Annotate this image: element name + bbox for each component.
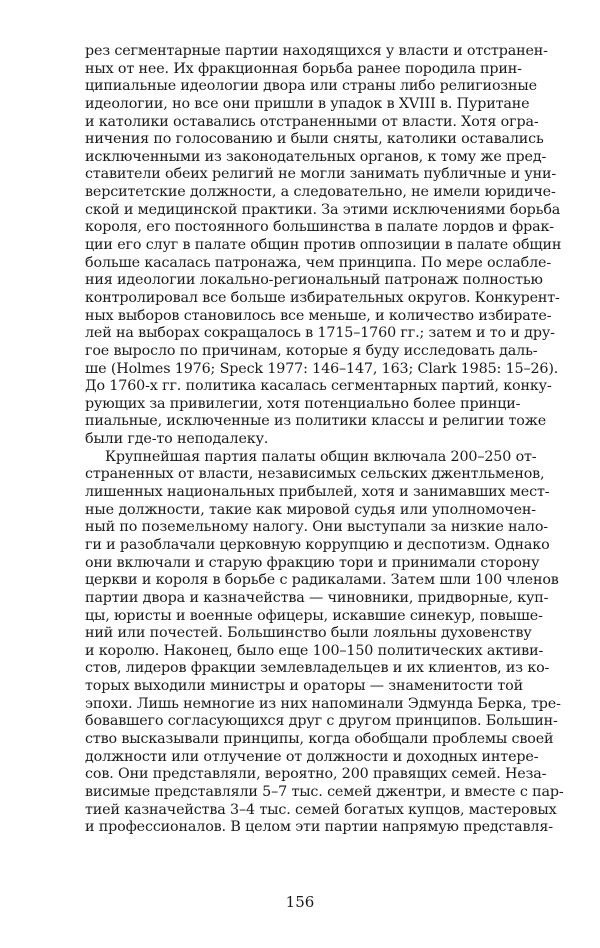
text-line: короля, его постоянного большинства в палате лордов и фрак-	[85, 219, 554, 236]
text-line: рующих за привилегии, хотя потенциально более принци-	[85, 395, 521, 412]
text-line: торых выходили министры и ораторы — знаменитости той	[85, 678, 523, 695]
text-line: ги и разоблачали церковную коррупцию и деспотизм. Однако	[85, 536, 550, 553]
text-line: сов. Они представляли, вероятно, 200 правящих семей. Неза-	[85, 766, 547, 783]
text-line: ципиальные идеологии двора или страны либо религиозные	[85, 78, 537, 95]
text-line: и королю. Наконец, было еще 100–150 политических активи-	[85, 642, 544, 659]
text-line: исключенными из законодательных органов, к тому же пред-	[85, 148, 547, 165]
body-text	[85, 43, 564, 837]
text-line: ской и медицинской практики. За этими исключениями борьба	[85, 201, 561, 218]
text-line: висимые представляли 5–7 тыс. семей джентри, и вместе с пар-	[85, 783, 564, 800]
text-line: больше касалась патронажа, чем принципа. По мере ослабле-	[85, 254, 552, 271]
text-line: ных от нее. Их фракционная борьба ранее породила прин-	[85, 60, 522, 77]
text-line: лишенных национальных прибылей, хотя и занимавших мест-	[85, 484, 550, 501]
text-line: ции его слуг в палате общин против оппозиции в палате общин	[85, 237, 562, 254]
page-number: 156	[285, 893, 315, 911]
text-line: эпохи. Лишь немногие из них напоминали Эдмунда Берка, тре-	[85, 695, 561, 712]
text-line: пиальные, исключенные из политики классы и религии тоже	[85, 413, 547, 430]
text-line: ничения по голосованию и были сняты, католики оставались	[85, 131, 544, 148]
text-line: и профессионалов. В целом эти партии напрямую представля-	[85, 819, 553, 836]
text-line: рез сегментарные партии находящихся у власти и отстранен-	[85, 43, 548, 59]
text-line: ставители обеих религий не могли занимать публичные и уни-	[85, 166, 557, 183]
text-line: были где-то неподалеку.	[85, 431, 269, 448]
text-line: ний или почестей. Большинство были лояльны духовенству	[85, 625, 532, 642]
text-line: ных выборов становилось все меньше, и количество избирате-	[85, 307, 552, 324]
text-line: До 1760-х гг. политика касалась сегментарных партий, конку-	[85, 378, 552, 395]
text-line: стов, лидеров фракции землевладельцев и их клиентов, из ко-	[85, 660, 550, 677]
text-line: цы, юристы и военные офицеры, искавшие синекур, повыше-	[85, 607, 543, 624]
text-line: контролировал все больше избирательных округов. Конкурент-	[85, 289, 560, 306]
text-line: гое выросло по причинам, которые я буду исследовать даль-	[85, 342, 538, 359]
text-line: тией казначейства 3–4 тыс. семей богатых купцов, мастеровых	[85, 801, 557, 818]
text-line: церкви и короля в борьбе с радикалами. Затем шли 100 членов	[85, 572, 559, 589]
text-line: верситетские должности, а следовательно, не имели юридиче-	[85, 184, 556, 201]
text-line: ния идеологии локально-региональный патронаж полностью	[85, 272, 543, 289]
text-line: бовавшего согласующихся друг с другом принципов. Большин-	[85, 713, 558, 730]
paragraph	[85, 448, 564, 837]
paragraph	[85, 43, 562, 449]
text-line: Крупнейшая партия палаты общин включала 200–250 от-	[105, 448, 537, 465]
text-line: лей на выборах сокращалось в 1715–1760 гг.; затем и то и дру-	[85, 325, 555, 342]
text-line: они включали и старую фракцию тори и принимали сторону	[85, 554, 540, 571]
text-line: идеологии, но все они пришли в упадок в XVIII в. Пуритане	[85, 95, 530, 112]
text-line: ство высказывали принципы, когда обобщали проблемы своей	[85, 730, 554, 747]
text-line: должности или отлучение от должности и доходных интере-	[85, 748, 539, 765]
text-line: партии двора и казначейства — чиновники, придворные, куп-	[85, 589, 549, 606]
text-line: ные должности, такие как мировой судья или уполномочен-	[85, 501, 536, 518]
text-line: и католики оставались отстраненными от власти. Хотя огра-	[85, 113, 539, 130]
text-line: ный по поземельному налогу. Они выступали за низкие нало-	[85, 519, 548, 536]
text-line: ше (Holmes 1976; Speck 1977: 146–147, 163; Clark 1985: 15–26).	[85, 360, 559, 377]
text-line: страненных от власти, независимых сельских джентльменов,	[85, 466, 545, 483]
